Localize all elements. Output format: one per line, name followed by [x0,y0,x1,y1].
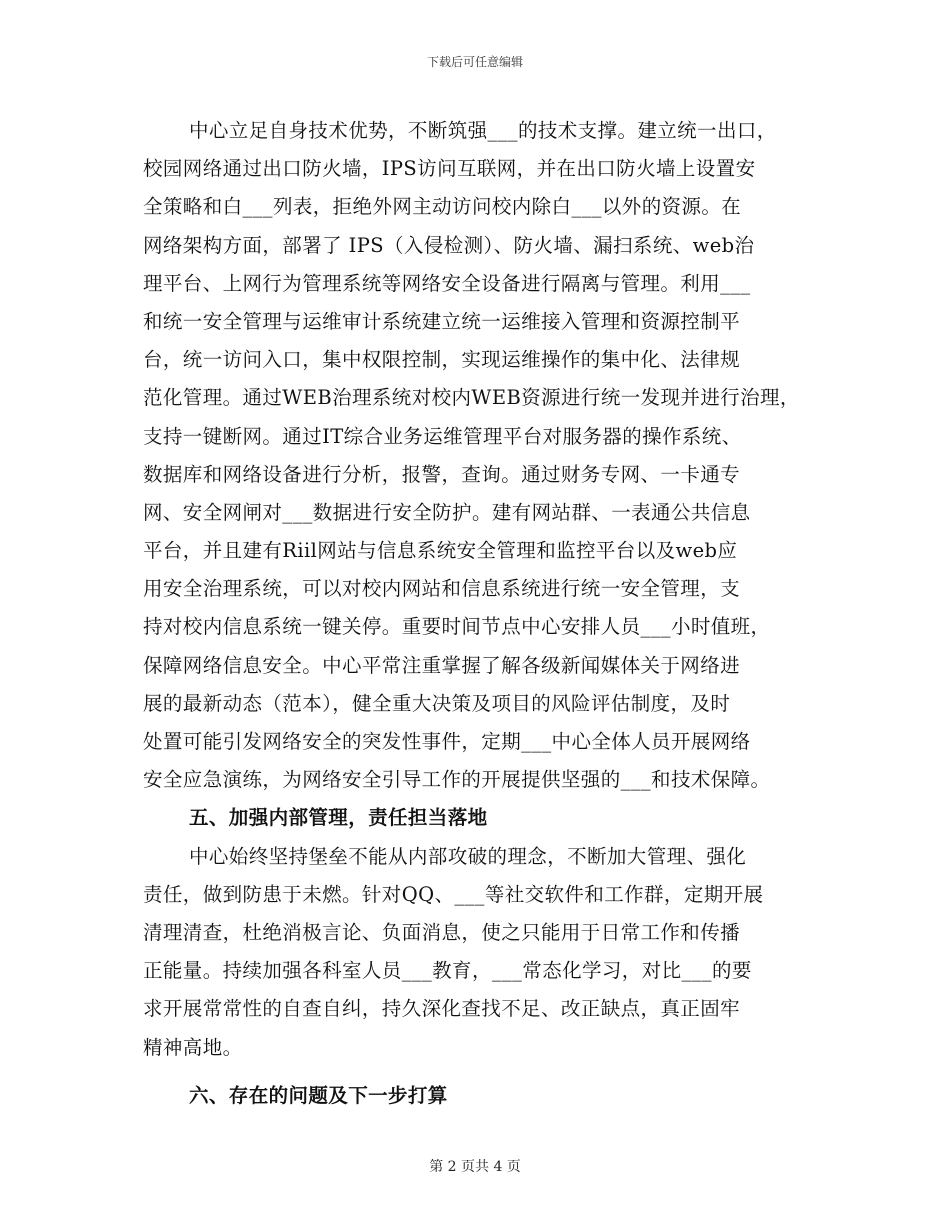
paragraph-line: 台，统一访问入口，集中权限控制，实现运维操作的集中化、法律规 [143,348,741,372]
paragraph-line: 正能量。持续加强各科室人员___教育，___常态化学习，对比___的要 [143,959,752,983]
document-body [143,112,823,1115]
paragraph-line: 安全应急演练，为网络安全引导工作的开展提供坚强的___和技术保障。 [143,768,771,792]
paragraph-line: 网、安全网闸对___数据进行安全防护。建有网站群、一表通公共信息 [143,500,751,524]
page-header: 下载后可任意编辑 [426,55,523,69]
section-heading-six: 六、存在的问题及下一步打算 [189,1083,448,1107]
paragraph-line: 范化管理。通过WEB治理系统对校内WEB资源进行统一发现并进行治理， [143,386,800,410]
paragraph-line: 中心立足自身技术优势，不断筑强___的技术支撑。建立统一出口， [189,119,777,142]
paragraph-line: 保障网络信息安全。中心平常注重掌握了解各级新闻媒体关于网络进 [143,653,741,677]
paragraph-line: 持对校内信息系统一键关停。重要时间节点中心安排人员___小时值班， [143,615,771,639]
paragraph-line: 求开展常常性的自查自纠，持久深化查找不足、改正缺点，真正固牢 [143,997,741,1021]
paragraph-line: 数据库和网络设备进行分析，报警，查询。通过财务专网、一卡通专 [143,462,741,486]
paragraph-line: 处置可能引发网络安全的突发性事件，定期___中心全体人员开展网络 [143,730,751,753]
paragraph-line: 平台，并且建有Riil网站与信息系统安全管理和监控平台以及web应 [143,539,738,563]
paragraph-line: 精神高地。 [143,1035,243,1059]
paragraph-line: 和统一安全管理与运维审计系统建立统一运维接入管理和资源控制平 [143,309,741,333]
paragraph-line: 支持一键断网。通过IT综合业务运维管理平台对服务器的操作系统、 [143,424,742,448]
paragraph-line: 展的最新动态（范本），健全重大决策及项目的风险评估制度，及时 [143,691,731,715]
paragraph-line: 网络架构方面，部署了 IPS（入侵检测）、防火墙、漏扫系统、web治 [143,233,755,257]
paragraph-line: 中心始终坚持堡垒不能从内部攻破的理念，不断加大管理、强化 [189,844,747,868]
page-footer: 第 2 页共 4 页 [429,1159,521,1175]
paragraph-line: 全策略和白___列表，拒绝外网主动访问校内除白___以外的资源。在 [143,195,742,219]
paragraph-line: 用安全治理系统，可以对校内网站和信息系统进行统一安全管理，支 [143,577,741,601]
paragraph-line: 责任，做到防患于未燃。针对QQ、___等社交软件和工作群，定期开展 [143,882,764,906]
paragraph-line: 理平台、上网行为管理系统等网络安全设备进行隔离与管理。利用___ [143,271,751,295]
paragraph-line: 清理清查，杜绝消极言论、负面消息，使之只能用于日常工作和传播 [143,920,741,944]
paragraph-line: 校园网络通过出口防火墙，IPS访问互联网，并在出口防火墙上设置安 [143,157,756,181]
section-heading-five: 五、加强内部管理，责任担当落地 [189,806,488,830]
